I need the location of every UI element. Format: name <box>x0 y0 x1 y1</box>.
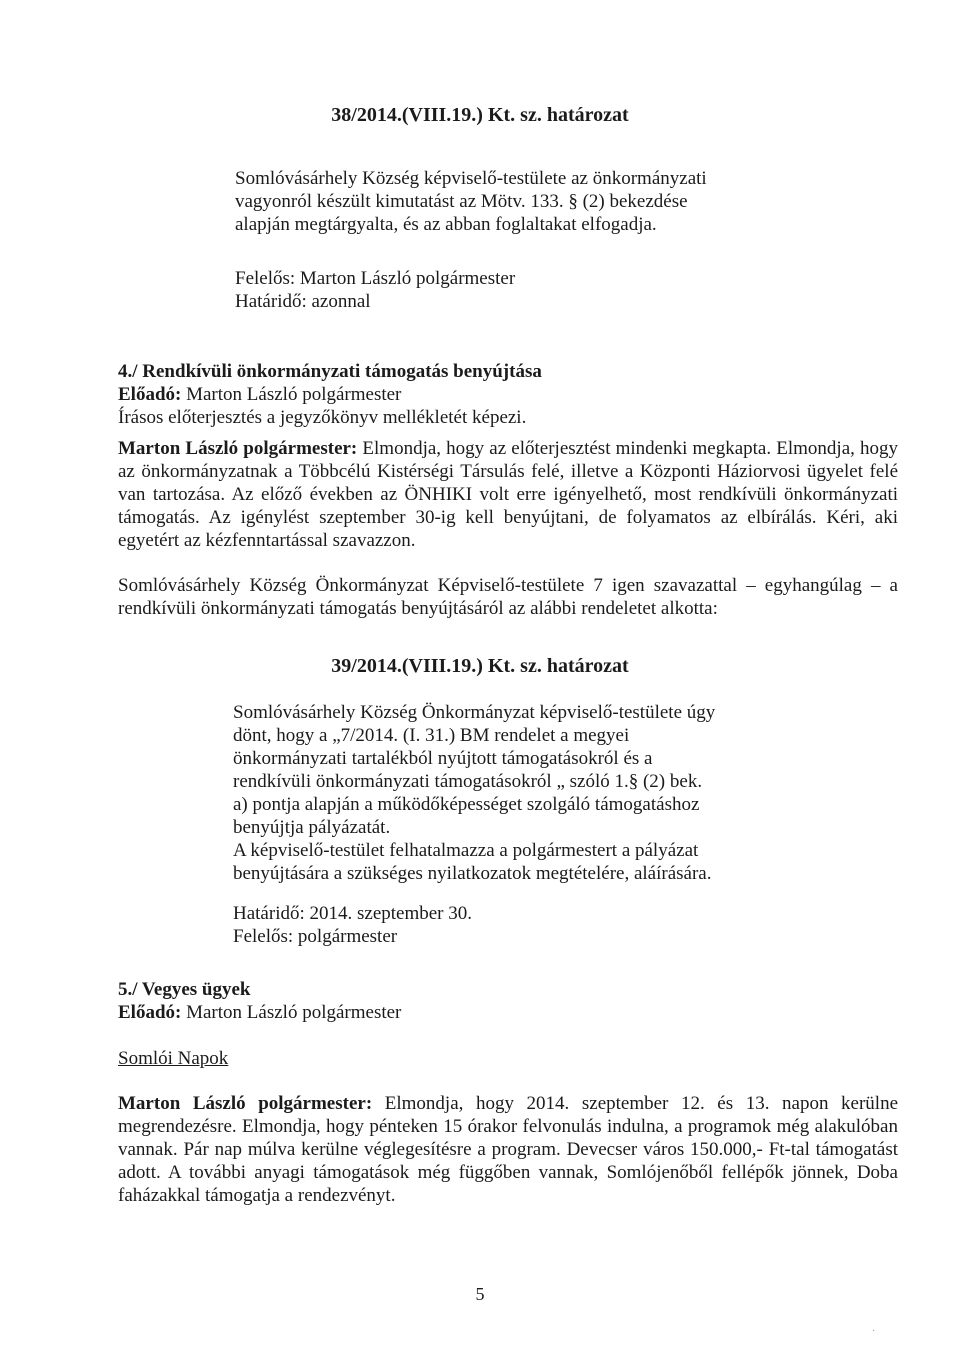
decision-38-line: Somlóvásárhely Község képviselő-testülete az önkormányzati <box>235 168 707 189</box>
decision-38-line: vagyonról készült kimutatást az Mötv. 133. § (2) bekezdése <box>235 191 688 212</box>
mayor-statement-2 <box>118 1092 898 1207</box>
agenda-item-4-presenter <box>118 383 898 406</box>
decision-38-responsible: Felelős: Marton László polgármester <box>235 268 516 289</box>
vote-paragraph: Somlóvásárhely Község Önkormányzat Képviselő-testülete 7 igen szavazattal – egyhangúlag – a rendkívüli önkormányzati támogatás benyújtásáról az alábbi rendeletet alkotta: <box>118 575 898 619</box>
agenda-item-5-heading: 5./ Vegyes ügyek <box>118 979 251 1000</box>
scan-speck: · <box>872 1326 876 1337</box>
speaker-name: Marton László polgármester: <box>118 1093 373 1114</box>
presenter-name: Marton László polgármester <box>186 1002 402 1023</box>
mayor-statement-2-text: Elmondja, hogy 2014. szeptember 12. és 13. napon kerülne megrendezésre. Elmondja, hogy pénteken 15 órakor felvonulás indulna, a programok még alakulóban vannak. Pár nap múlva kerülne véglegesítésre a program. Devecser város 150.000,- Ft-tal támogatást adott. A további anyagi támogatások még függőben vannak, Somlójenőből fellépők jönnek, Doba faházakkal támogatja a rendezvényt. <box>118 1093 899 1206</box>
agenda-item-4 <box>118 360 898 429</box>
mayor-statement-1 <box>118 437 898 552</box>
decision-38-body <box>235 167 735 236</box>
presenter-label: Előadó: <box>118 384 182 405</box>
decision-39-responsibility <box>233 902 729 948</box>
decision-39-line: dönt, hogy a „7/2014. (I. 31.) BM rendelet a megyei <box>233 725 630 746</box>
agenda-item-4-note: Írásos előterjesztés a jegyzőkönyv mellékletét képezi. <box>118 407 527 428</box>
decision-38-deadline: Határidő: azonnal <box>235 291 371 312</box>
decision-38-title: 38/2014.(VIII.19.) Kt. sz. határozat <box>331 104 629 126</box>
decision-39-line: A képviselő-testület felhatalmazza a polgármestert a pályázat <box>233 840 699 861</box>
decision-38-line: alapján megtárgyalta, és az abban foglaltakat elfogadja. <box>235 214 657 235</box>
decision-39-line: rendkívüli önkormányzati támogatásokról „ szóló 1.§ (2) bek. <box>233 771 703 792</box>
decision-39-body <box>233 701 729 885</box>
decision-39-deadline: Határidő: 2014. szeptember 30. <box>233 903 473 924</box>
speaker-name: Marton László polgármester: <box>118 438 358 459</box>
agenda-item-5 <box>118 978 898 1024</box>
decision-39-line: önkormányzati tartalékból nyújtott támogatásokról és a <box>233 748 653 769</box>
subheading-somloi-napok: Somlói Napok <box>118 1048 229 1069</box>
decision-39-line: Somlóvásárhely Község Önkormányzat képviselő-testülete úgy <box>233 702 716 723</box>
presenter-label: Előadó: <box>118 1002 182 1023</box>
decision-39-responsible: Felelős: polgármester <box>233 926 398 947</box>
agenda-item-4-heading: 4./ Rendkívüli önkormányzati támogatás benyújtása <box>118 361 542 382</box>
decision-39-title: 39/2014.(VIII.19.) Kt. sz. határozat <box>331 655 629 677</box>
decision-39-line: benyújtására a szükséges nyilatkozatok megtételére, aláírására. <box>233 863 712 884</box>
mayor-statement-1-text: Elmondja, hogy az előterjesztést mindenki megkapta. Elmondja, hogy az önkormányzatnak a Többcélú Kistérségi Társulás felé, illetve a Központi Háziorvosi ügyelet felé van tartozása. Az előző években az ÖNHIKI volt erre igényelhető, most rendkívüli önkormányzati támogatás. Az igénylést szeptember 30-ig kell benyújtani, de folyamatos az elbírálás. Kéri, aki egyetért az kézfenntartással szavazzon. <box>118 438 899 551</box>
decision-39-line: a) pontja alapján a működőképességet szolgáló támogatáshoz <box>233 794 700 815</box>
decision-38-responsibility <box>235 267 735 313</box>
presenter-name: Marton László polgármester <box>186 384 402 405</box>
page-number: 5 <box>475 1284 485 1304</box>
decision-39-line: benyújtja pályázatát. <box>233 817 391 838</box>
agenda-item-5-presenter <box>118 1001 898 1024</box>
